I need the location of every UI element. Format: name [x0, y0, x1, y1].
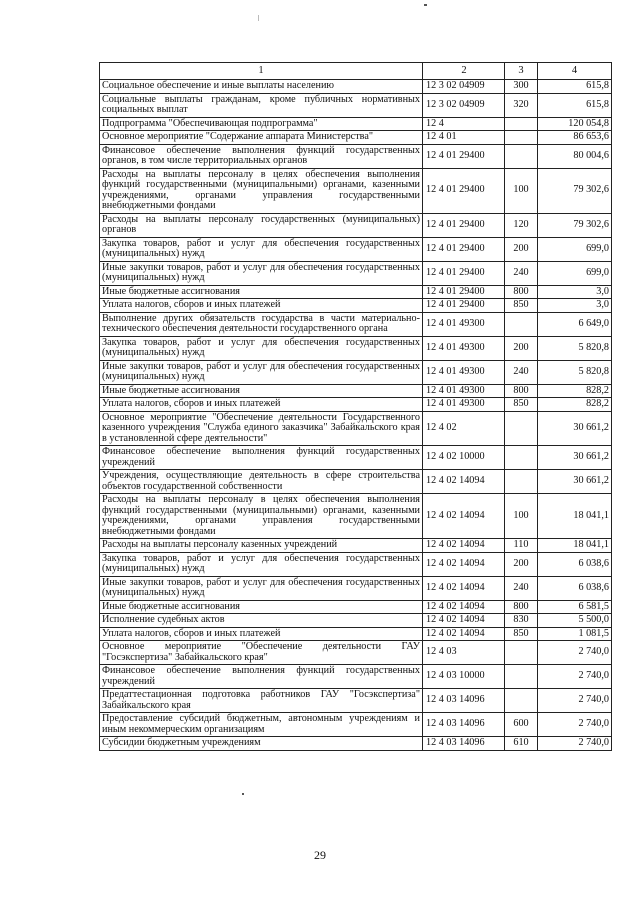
row-amount-cell: 1 081,5	[538, 627, 612, 641]
row-expense-type-cell: 830	[505, 614, 538, 628]
row-code-cell: 12 4 02 14094	[423, 600, 505, 614]
row-name-cell: Расходы на выплаты персоналу казенных учреждений	[100, 539, 423, 553]
row-name-cell: Закупка товаров, работ и услуг для обеспечения государственных (муниципальных) нужд	[100, 552, 423, 576]
row-name-cell: Исполнение судебных актов	[100, 614, 423, 628]
table-row	[100, 470, 612, 494]
row-code-cell: 12 4 01 49300	[423, 360, 505, 384]
row-amount-cell: 699,0	[538, 237, 612, 261]
table-row	[100, 168, 612, 213]
table-row	[100, 576, 612, 600]
row-code-cell: 12 4 01	[423, 131, 505, 145]
table-row	[100, 641, 612, 665]
row-code-cell: 12 4 02 14094	[423, 627, 505, 641]
row-amount-cell: 615,8	[538, 93, 612, 117]
row-code-cell: 12 4 01 29400	[423, 285, 505, 299]
row-amount-cell: 828,2	[538, 398, 612, 412]
row-amount-cell: 3,0	[538, 299, 612, 313]
row-expense-type-cell: 600	[505, 713, 538, 737]
row-name-cell: Финансовое обеспечение выполнения функций государственных учреждений	[100, 665, 423, 689]
row-name-cell: Закупка товаров, работ и услуг для обеспечения государственных (муниципальных) нужд	[100, 336, 423, 360]
row-expense-type-cell: 240	[505, 360, 538, 384]
row-expense-type-cell: 110	[505, 539, 538, 553]
table-body	[100, 80, 612, 751]
row-code-cell: 12 3 02 04909	[423, 80, 505, 94]
row-amount-cell: 6 038,6	[538, 552, 612, 576]
row-code-cell: 12 4 01 49300	[423, 336, 505, 360]
row-code-cell: 12 4	[423, 117, 505, 131]
row-expense-type-cell	[505, 665, 538, 689]
row-name-cell: Закупка товаров, работ и услуг для обеспечения государственных (муниципальных) нужд	[100, 237, 423, 261]
row-expense-type-cell	[505, 131, 538, 145]
row-name-cell: Выполнение других обязательств государства в части материально-технического обеспечения деятельности государственного органа	[100, 312, 423, 336]
row-expense-type-cell: 320	[505, 93, 538, 117]
row-name-cell: Основное мероприятие "Обеспечение деятельности Государственного казенного учреждения "Служба единого заказчика" Забайкальского края в установленной сфере деятельности"	[100, 411, 423, 446]
row-code-cell: 12 4 03 14096	[423, 713, 505, 737]
row-amount-cell: 79 302,6	[538, 213, 612, 237]
row-expense-type-cell: 800	[505, 384, 538, 398]
row-amount-cell: 79 302,6	[538, 168, 612, 213]
table-row	[100, 737, 612, 751]
row-code-cell: 12 4 01 49300	[423, 384, 505, 398]
header-col-4: 4	[538, 63, 612, 80]
row-amount-cell: 2 740,0	[538, 689, 612, 713]
row-code-cell: 12 4 02 14094	[423, 614, 505, 628]
table-row	[100, 627, 612, 641]
row-expense-type-cell: 610	[505, 737, 538, 751]
table-row	[100, 237, 612, 261]
row-name-cell: Предаттестационная подготовка работников ГАУ "Госэкспертиза" Забайкальского края	[100, 689, 423, 713]
row-expense-type-cell: 850	[505, 299, 538, 313]
page-number: 29	[314, 848, 326, 862]
row-name-cell: Расходы на выплаты персоналу государственных (муниципальных) органов	[100, 213, 423, 237]
row-name-cell: Предоставление субсидий бюджетным, автономным учреждениям и иным некоммерческим организациям	[100, 713, 423, 737]
row-expense-type-cell: 200	[505, 237, 538, 261]
row-code-cell: 12 4 01 49300	[423, 398, 505, 412]
row-code-cell: 12 4 01 29400	[423, 299, 505, 313]
row-code-cell: 12 4 01 29400	[423, 144, 505, 168]
row-amount-cell: 80 004,6	[538, 144, 612, 168]
row-expense-type-cell: 850	[505, 627, 538, 641]
row-name-cell: Иные закупки товаров, работ и услуг для обеспечения государственных (муниципальных) нужд	[100, 360, 423, 384]
row-expense-type-cell: 200	[505, 552, 538, 576]
row-expense-type-cell	[505, 641, 538, 665]
row-expense-type-cell: 100	[505, 168, 538, 213]
row-amount-cell: 86 653,6	[538, 131, 612, 145]
row-amount-cell: 2 740,0	[538, 641, 612, 665]
table-row	[100, 446, 612, 470]
table-row	[100, 539, 612, 553]
row-name-cell: Расходы на выплаты персоналу в целях обеспечения выполнения функций государственными (муниципальными) органами, казенными учреждениями, органами управления государственными внебюджетными фондами	[100, 168, 423, 213]
row-amount-cell: 5 820,8	[538, 336, 612, 360]
table-row	[100, 384, 612, 398]
row-amount-cell: 615,8	[538, 80, 612, 94]
row-code-cell: 12 4 02 14094	[423, 539, 505, 553]
row-code-cell: 12 4 02 10000	[423, 446, 505, 470]
row-code-cell: 12 4 03 14096	[423, 689, 505, 713]
table-row	[100, 552, 612, 576]
row-amount-cell: 120 054,8	[538, 117, 612, 131]
row-amount-cell: 2 740,0	[538, 665, 612, 689]
table-row	[100, 411, 612, 446]
row-amount-cell: 30 661,2	[538, 470, 612, 494]
row-name-cell: Иные закупки товаров, работ и услуг для обеспечения государственных (муниципальных) нужд	[100, 261, 423, 285]
row-expense-type-cell	[505, 446, 538, 470]
row-expense-type-cell	[505, 144, 538, 168]
table-row	[100, 261, 612, 285]
row-code-cell: 12 4 02 14094	[423, 576, 505, 600]
table-row	[100, 689, 612, 713]
row-name-cell: Финансовое обеспечение выполнения функций государственных учреждений	[100, 446, 423, 470]
table-row	[100, 299, 612, 313]
table-row	[100, 713, 612, 737]
table-row	[100, 117, 612, 131]
row-expense-type-cell: 200	[505, 336, 538, 360]
row-amount-cell: 2 740,0	[538, 737, 612, 751]
row-code-cell: 12 4 01 29400	[423, 168, 505, 213]
row-code-cell: 12 4 01 29400	[423, 261, 505, 285]
row-amount-cell: 30 661,2	[538, 446, 612, 470]
row-code-cell: 12 3 02 04909	[423, 93, 505, 117]
row-name-cell: Социальное обеспечение и иные выплаты населению	[100, 80, 423, 94]
row-amount-cell: 18 041,1	[538, 494, 612, 539]
row-amount-cell: 30 661,2	[538, 411, 612, 446]
row-expense-type-cell: 100	[505, 494, 538, 539]
table-row	[100, 600, 612, 614]
table-header-row	[100, 63, 612, 80]
table-row	[100, 360, 612, 384]
row-expense-type-cell: 300	[505, 80, 538, 94]
row-code-cell: 12 4 03	[423, 641, 505, 665]
row-name-cell: Уплата налогов, сборов и иных платежей	[100, 627, 423, 641]
table-row	[100, 80, 612, 94]
table-row	[100, 665, 612, 689]
table-row	[100, 614, 612, 628]
row-code-cell: 12 4 03 14096	[423, 737, 505, 751]
row-name-cell: Основное мероприятие "Обеспечение деятельности ГАУ "Госэкспертиза" Забайкальского края"	[100, 641, 423, 665]
row-code-cell: 12 4 02 14094	[423, 552, 505, 576]
scan-speck	[258, 15, 259, 21]
header-col-2: 2	[423, 63, 505, 80]
row-expense-type-cell: 850	[505, 398, 538, 412]
row-name-cell: Иные бюджетные ассигнования	[100, 384, 423, 398]
row-amount-cell: 5 500,0	[538, 614, 612, 628]
row-amount-cell: 6 581,5	[538, 600, 612, 614]
row-expense-type-cell	[505, 470, 538, 494]
row-amount-cell: 18 041,1	[538, 539, 612, 553]
table-row	[100, 336, 612, 360]
row-amount-cell: 2 740,0	[538, 713, 612, 737]
row-code-cell: 12 4 02 14094	[423, 470, 505, 494]
row-name-cell: Уплата налогов, сборов и иных платежей	[100, 398, 423, 412]
table-row	[100, 285, 612, 299]
row-name-cell: Финансовое обеспечение выполнения функций государственных органов, в том числе территориальных органов	[100, 144, 423, 168]
row-code-cell: 12 4 02	[423, 411, 505, 446]
table-row	[100, 144, 612, 168]
row-name-cell: Основное мероприятие "Содержание аппарата Министерства"	[100, 131, 423, 145]
row-expense-type-cell: 240	[505, 261, 538, 285]
row-expense-type-cell	[505, 411, 538, 446]
table-row	[100, 398, 612, 412]
row-amount-cell: 3,0	[538, 285, 612, 299]
row-code-cell: 12 4 03 10000	[423, 665, 505, 689]
scan-speck	[242, 793, 244, 795]
row-code-cell: 12 4 01 29400	[423, 237, 505, 261]
row-name-cell: Уплата налогов, сборов и иных платежей	[100, 299, 423, 313]
row-amount-cell: 699,0	[538, 261, 612, 285]
row-expense-type-cell: 800	[505, 285, 538, 299]
row-name-cell: Субсидии бюджетным учреждениям	[100, 737, 423, 751]
scan-speck	[424, 4, 427, 6]
row-name-cell: Иные бюджетные ассигнования	[100, 600, 423, 614]
table-row	[100, 213, 612, 237]
table-row	[100, 312, 612, 336]
row-expense-type-cell	[505, 312, 538, 336]
row-name-cell: Социальные выплаты гражданам, кроме публичных нормативных социальных выплат	[100, 93, 423, 117]
row-code-cell: 12 4 01 49300	[423, 312, 505, 336]
budget-table	[99, 62, 612, 751]
row-expense-type-cell: 120	[505, 213, 538, 237]
header-col-1: 1	[100, 63, 423, 80]
row-amount-cell: 6 038,6	[538, 576, 612, 600]
row-amount-cell: 6 649,0	[538, 312, 612, 336]
row-code-cell: 12 4 02 14094	[423, 494, 505, 539]
table-row	[100, 494, 612, 539]
row-code-cell: 12 4 01 29400	[423, 213, 505, 237]
row-name-cell: Учреждения, осуществляющие деятельность в сфере строительства объектов государственной собственности	[100, 470, 423, 494]
row-expense-type-cell	[505, 689, 538, 713]
header-col-3: 3	[505, 63, 538, 80]
row-name-cell: Расходы на выплаты персоналу в целях обеспечения выполнения функций государственными (муниципальными) органами, казенными учреждениями, органами управления государственными внебюджетными фондами	[100, 494, 423, 539]
row-amount-cell: 5 820,8	[538, 360, 612, 384]
row-name-cell: Иные закупки товаров, работ и услуг для обеспечения государственных (муниципальных) нужд	[100, 576, 423, 600]
table-row	[100, 93, 612, 117]
row-expense-type-cell: 240	[505, 576, 538, 600]
table-row	[100, 131, 612, 145]
row-expense-type-cell	[505, 117, 538, 131]
row-amount-cell: 828,2	[538, 384, 612, 398]
row-name-cell: Иные бюджетные ассигнования	[100, 285, 423, 299]
row-expense-type-cell: 800	[505, 600, 538, 614]
row-name-cell: Подпрограмма "Обеспечивающая подпрограмма"	[100, 117, 423, 131]
